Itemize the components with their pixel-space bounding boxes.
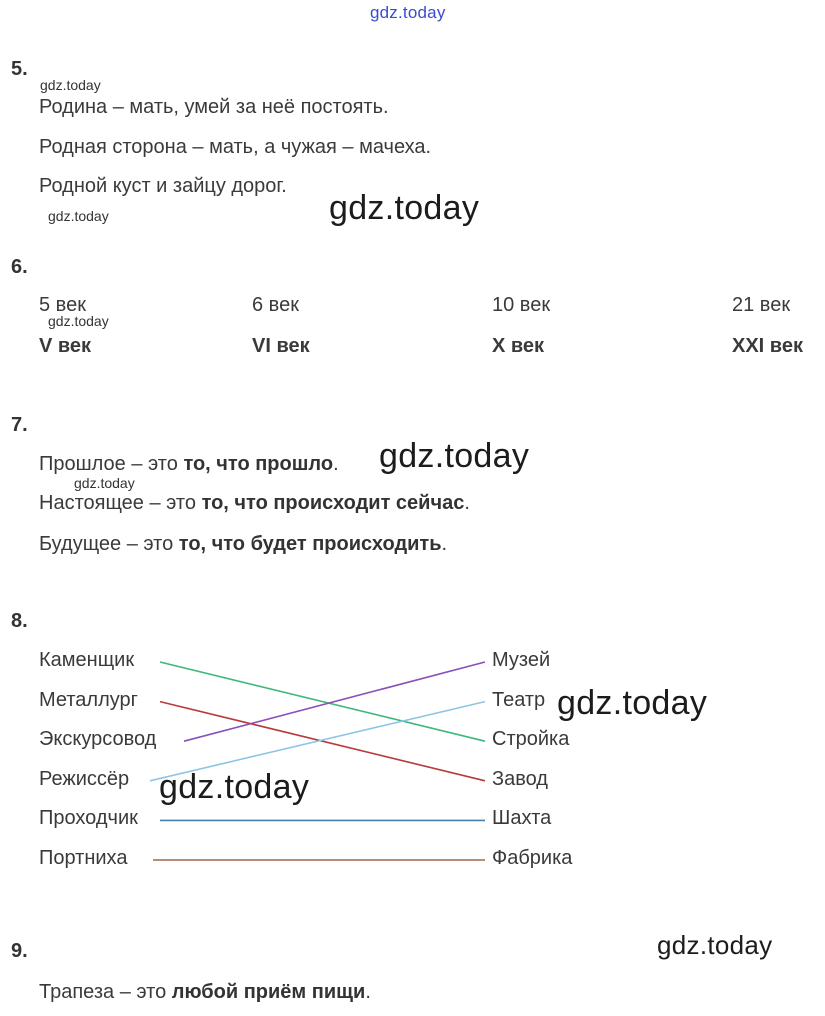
task-9-number: 9. [11, 940, 28, 962]
watermark-big: gdz.today [557, 684, 708, 722]
century-arabic: 6 век [252, 294, 299, 316]
match-link-line [184, 662, 485, 741]
watermark-big: gdz.today [657, 930, 773, 960]
century-arabic: 5 век [39, 294, 86, 316]
watermark-big: gdz.today [159, 768, 310, 806]
match-right-word: Музей [492, 649, 551, 671]
task-5-line-3: Родной куст и зайцу дорог. [39, 175, 287, 197]
century-roman: VI век [252, 335, 310, 357]
task-5-line-1: Родина – мать, умей за неё постоять. [39, 96, 389, 118]
match-right-word: Шахта [492, 807, 552, 830]
match-left-word: Режиссёр [39, 767, 130, 790]
match-left-word: Экскурсовод [39, 728, 157, 751]
match-left-word: Каменщик [39, 649, 135, 671]
match-right-word: Стройка [492, 728, 570, 751]
watermark-small: gdz.today [74, 475, 135, 491]
watermark-small: gdz.today [48, 208, 109, 224]
watermark-small: gdz.today [48, 313, 109, 329]
task-5-line-2: Родная сторона – мать, а чужая – мачеха. [39, 136, 432, 158]
match-left-word: Металлург [39, 688, 138, 711]
match-link-line [160, 662, 485, 741]
task-7-line-2: Настоящее – это то, что происходит сейчас. [39, 492, 470, 514]
watermark-big: gdz.today [379, 437, 530, 475]
match-left-word: Портниха [39, 847, 128, 869]
match-right-word: Театр [492, 688, 546, 711]
watermark-small: gdz.today [40, 77, 101, 93]
century-roman: V век [39, 335, 92, 357]
task-7-number: 7. [11, 414, 28, 436]
task-9-line: Трапеза – это любой приём пищи. [39, 981, 371, 1003]
century-arabic: 21 век [732, 294, 791, 316]
century-arabic: 10 век [492, 294, 551, 316]
match-left-word: Проходчик [39, 807, 138, 830]
watermark-top: gdz.today [370, 3, 446, 22]
task-6-number: 6. [11, 256, 28, 278]
match-right-word: Фабрика [492, 847, 573, 869]
century-roman: XXI век [732, 335, 803, 357]
watermark-big: gdz.today [329, 189, 480, 227]
task-7-line-1: Прошлое – это то, что прошло. [39, 453, 339, 475]
task-8-number: 8. [11, 610, 28, 632]
task-5-number: 5. [11, 58, 28, 80]
century-roman: X век [492, 335, 545, 357]
task-7-line-3: Будущее – это то, что будет происходить. [39, 533, 448, 555]
match-right-word: Завод [492, 767, 548, 790]
